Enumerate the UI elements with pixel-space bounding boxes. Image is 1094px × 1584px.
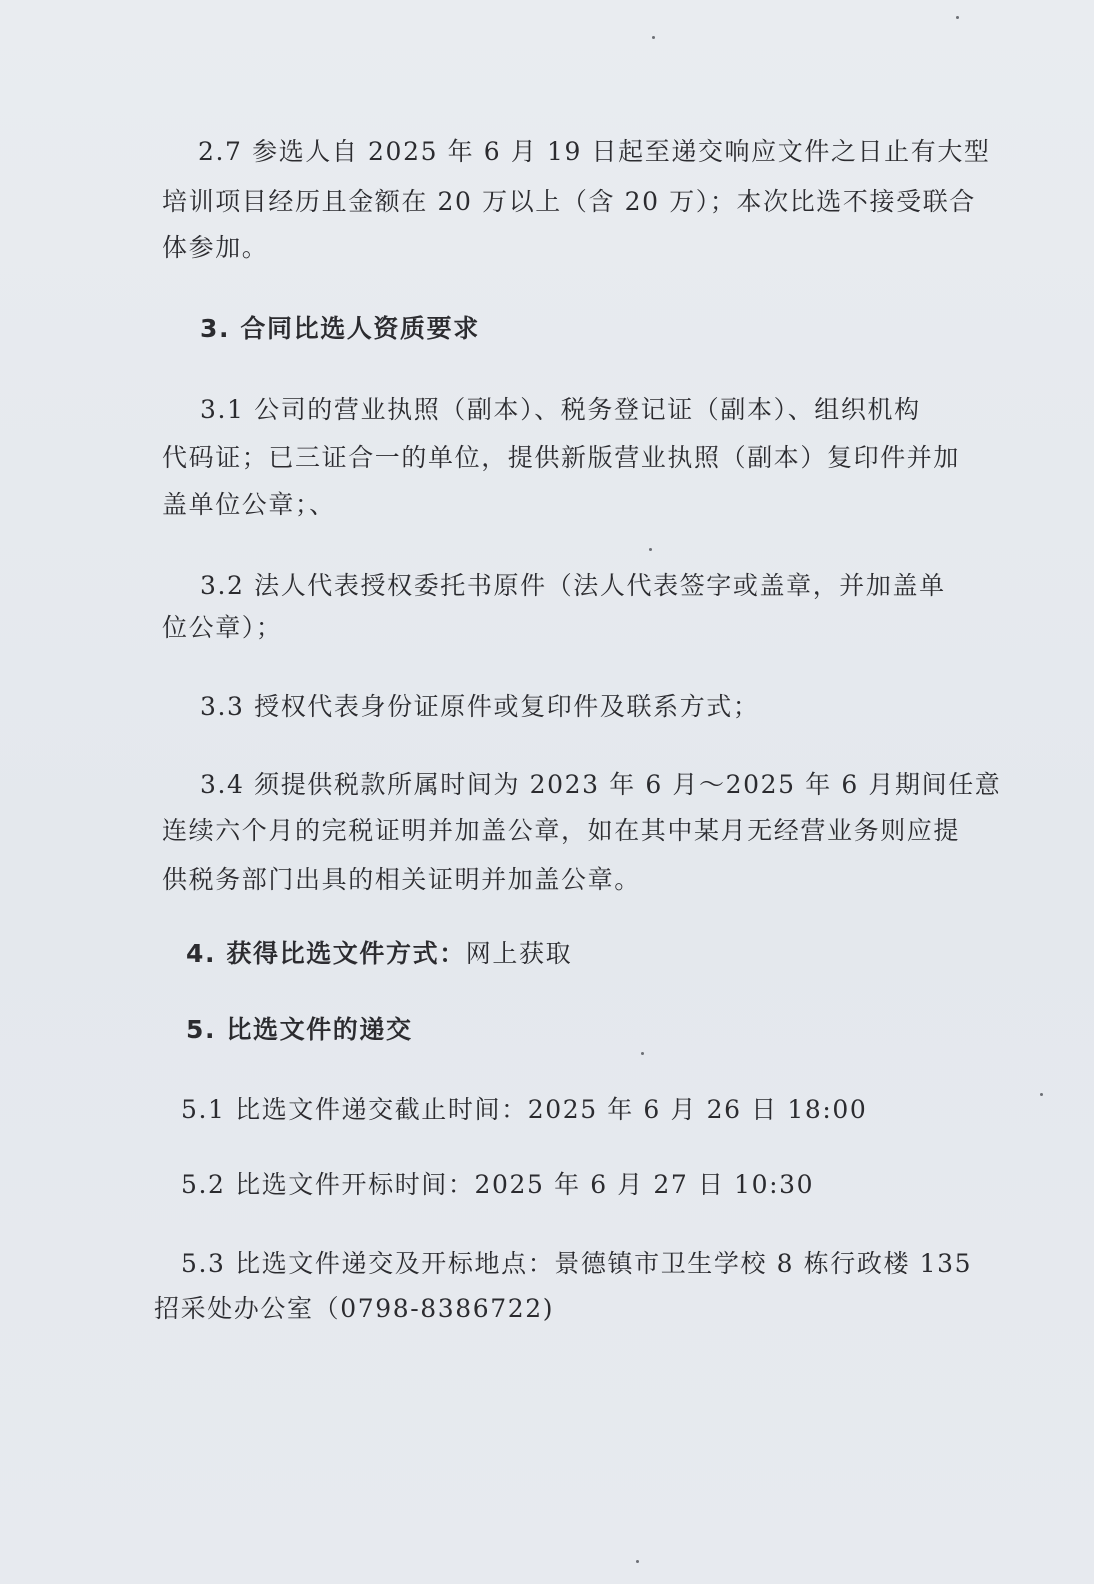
para-3-4-line-2: 连续六个月的完税证明并加盖公章，如在其中某月无经营业务则应提 — [162, 816, 961, 845]
para-3-2-line-1: 3.2 法人代表授权委托书原件（法人代表签字或盖章，并加盖单 — [200, 571, 946, 600]
para-5-3-line-1: 5.3 比选文件递交及开标地点：景德镇市卫生学校 8 栋行政楼 135 — [181, 1249, 973, 1278]
para-5-3-line-2: 招采处办公室（0798-8386722) — [154, 1294, 555, 1323]
paper-speck — [956, 16, 959, 19]
paper-speck — [636, 1560, 639, 1563]
para-2-7-line-1: 2.7 参选人自 2025 年 6 月 19 日起至递交响应文件之日止有大型 — [198, 137, 991, 166]
paper-speck — [641, 1052, 644, 1055]
heading-section-4-value: 网上获取 — [465, 939, 573, 968]
heading-section-4-label: 4. 获得比选文件方式： — [186, 939, 466, 968]
paper-speck — [649, 548, 652, 551]
heading-section-5: 5. 比选文件的递交 — [186, 1015, 413, 1044]
paper-speck — [1040, 1093, 1043, 1096]
para-3-1-line-3: 盖单位公章；、 — [162, 490, 336, 519]
para-3-4-line-1: 3.4 须提供税款所属时间为 2023 年 6 月～2025 年 6 月期间任意 — [200, 770, 1002, 799]
para-3-1-line-2: 代码证；已三证合一的单位，提供新版营业执照（副本）复印件并加 — [162, 443, 961, 472]
para-3-4-line-3: 供税务部门出具的相关证明并加盖公章。 — [162, 865, 641, 894]
paper-speck — [652, 36, 655, 39]
heading-section-3: 3. 合同比选人资质要求 — [200, 314, 480, 343]
para-3-3-line-1: 3.3 授权代表身份证原件或复印件及联系方式； — [200, 692, 760, 721]
para-5-1: 5.1 比选文件递交截止时间：2025 年 6 月 26 日 18:00 — [181, 1095, 868, 1124]
para-2-7-line-2: 培训项目经历且金额在 20 万以上（含 20 万）；本次比选不接受联合 — [162, 187, 976, 216]
heading-section-4 — [186, 941, 572, 966]
para-5-2: 5.2 比选文件开标时间：2025 年 6 月 27 日 10:30 — [181, 1170, 815, 1199]
para-3-2-line-2: 位公章）； — [162, 613, 283, 642]
para-2-7-line-3: 体参加。 — [162, 233, 269, 262]
para-3-1-line-1: 3.1 公司的营业执照（副本）、税务登记证（副本）、组织机构 — [200, 395, 921, 424]
